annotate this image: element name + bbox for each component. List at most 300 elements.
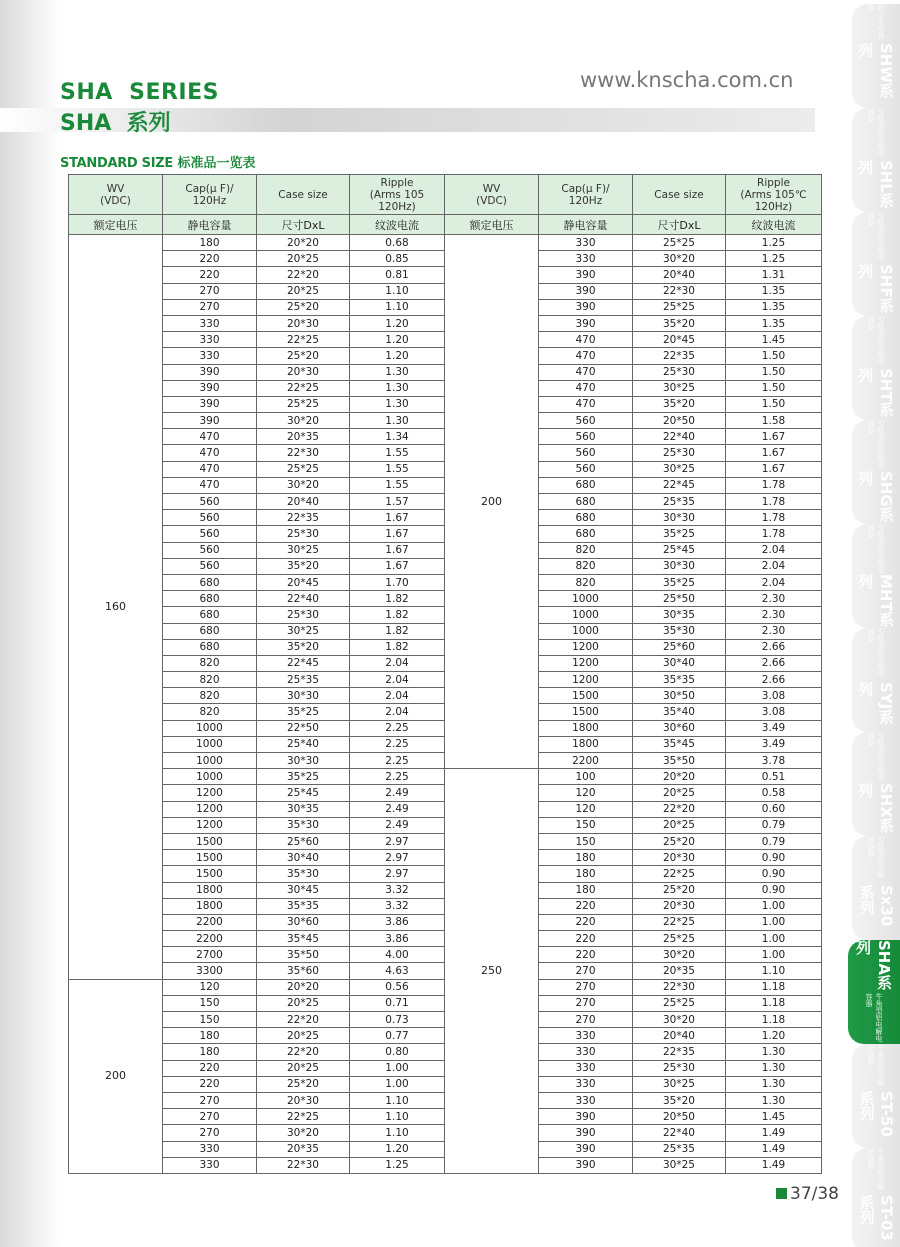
case-size-cell: 22*25: [257, 1109, 350, 1125]
capacitance-cell: 390: [539, 1109, 633, 1125]
case-size-cell: 25*40: [257, 736, 350, 752]
ripple-cell: 3.32: [350, 882, 445, 898]
ripple-cell: 1.00: [350, 1060, 445, 1076]
header-cell: Ripple (Arms 105 120Hz): [350, 175, 445, 215]
capacitance-cell: 560: [163, 542, 257, 558]
ripple-cell: 3.86: [350, 914, 445, 930]
capacitance-cell: 1500: [539, 704, 633, 720]
case-size-cell: 20*25: [257, 283, 350, 299]
ripple-cell: 1.49: [726, 1141, 822, 1157]
case-size-cell: 30*40: [633, 655, 726, 671]
ripple-cell: 1.50: [726, 396, 822, 412]
table-row: [69, 769, 822, 785]
side-tab-sub: 引线型铝电解电容器: [867, 212, 885, 261]
ripple-cell: 0.77: [350, 1028, 445, 1044]
capacitance-cell: 470: [163, 477, 257, 493]
case-size-cell: 20*20: [257, 979, 350, 995]
case-size-cell: 35*25: [257, 769, 350, 785]
capacitance-cell: 390: [539, 1141, 633, 1157]
case-size-cell: 20*30: [257, 364, 350, 380]
capacitance-cell: 3300: [163, 963, 257, 979]
header-cell-cn: 静电容量: [539, 215, 633, 235]
side-tab[interactable]: [852, 420, 900, 524]
capacitance-cell: 560: [539, 413, 633, 429]
case-size-cell: 20*25: [257, 995, 350, 1011]
capacitance-cell: 330: [163, 1141, 257, 1157]
capacitance-cell: 470: [539, 396, 633, 412]
capacitance-cell: 820: [539, 542, 633, 558]
case-size-cell: 25*25: [633, 299, 726, 315]
case-size-cell: 30*25: [633, 1076, 726, 1092]
case-size-cell: 22*35: [257, 510, 350, 526]
side-tab[interactable]: [852, 1044, 900, 1148]
capacitance-cell: 680: [163, 639, 257, 655]
header-cell: Cap(μ F)/ 120Hz: [163, 175, 257, 215]
ripple-cell: 2.49: [350, 817, 445, 833]
case-size-cell: 25*30: [257, 607, 350, 623]
ripple-cell: 1.18: [726, 995, 822, 1011]
ripple-cell: 1.18: [726, 1012, 822, 1028]
capacitance-cell: 680: [163, 574, 257, 590]
case-size-cell: 25*25: [633, 931, 726, 947]
case-size-cell: 25*20: [633, 833, 726, 849]
case-size-cell: 30*25: [633, 380, 726, 396]
ripple-cell: 1.20: [350, 348, 445, 364]
capacitance-cell: 150: [163, 995, 257, 1011]
ripple-cell: 1.25: [726, 251, 822, 267]
capacitance-cell: 270: [163, 1109, 257, 1125]
voltage-cell: 200: [445, 235, 539, 769]
case-size-cell: 20*30: [633, 898, 726, 914]
capacitance-cell: 1000: [163, 753, 257, 769]
ripple-cell: 1.30: [726, 1092, 822, 1108]
capacitance-cell: 470: [539, 332, 633, 348]
side-tab-sub: 引线型铝电解电容器: [867, 316, 885, 365]
case-size-cell: 25*30: [633, 364, 726, 380]
ripple-cell: 1.25: [726, 235, 822, 251]
ripple-cell: 1.20: [350, 332, 445, 348]
capacitance-cell: 1200: [163, 817, 257, 833]
case-size-cell: 30*20: [633, 251, 726, 267]
side-tab-sub: 引线型铝电解电容器: [867, 836, 885, 878]
case-size-cell: 30*20: [257, 413, 350, 429]
capacitance-cell: 120: [539, 801, 633, 817]
ripple-cell: 1.50: [726, 348, 822, 364]
capacitance-cell: 680: [539, 494, 633, 510]
ripple-cell: 1.67: [726, 461, 822, 477]
ripple-cell: 0.80: [350, 1044, 445, 1060]
capacitance-cell: 330: [163, 315, 257, 331]
capacitance-cell: 1500: [163, 833, 257, 849]
capacitance-cell: 330: [163, 332, 257, 348]
header-cell-cn: 纹波电流: [726, 215, 822, 235]
capacitance-cell: 680: [539, 510, 633, 526]
side-tab[interactable]: [852, 1148, 900, 1247]
case-size-cell: 35*35: [633, 672, 726, 688]
capacitance-cell: 560: [539, 445, 633, 461]
capacitance-cell: 470: [539, 348, 633, 364]
series-side-tabs: [852, 0, 900, 1247]
ripple-cell: 0.90: [726, 850, 822, 866]
case-size-cell: 30*25: [633, 461, 726, 477]
ripple-cell: 2.04: [350, 704, 445, 720]
case-size-cell: 25*30: [257, 526, 350, 542]
ripple-cell: 2.30: [726, 607, 822, 623]
capacitance-cell: 470: [539, 364, 633, 380]
ripple-cell: 0.81: [350, 267, 445, 283]
voltage-cell: 250: [445, 769, 539, 1174]
side-tab-sub: 引线型铝电解电容器: [867, 108, 885, 157]
case-size-cell: 20*20: [257, 235, 350, 251]
case-size-cell: 22*20: [257, 1044, 350, 1060]
side-tab-sub: 牛角型铝电解电容器: [867, 1148, 885, 1190]
case-size-cell: 30*50: [633, 688, 726, 704]
case-size-cell: 20*40: [257, 494, 350, 510]
ripple-cell: 3.49: [726, 736, 822, 752]
case-size-cell: 35*50: [257, 947, 350, 963]
side-tab[interactable]: [852, 628, 900, 732]
ripple-cell: 1.10: [350, 1125, 445, 1141]
case-size-cell: 22*40: [633, 1125, 726, 1141]
page-square-icon: [776, 1188, 787, 1199]
ripple-cell: 2.04: [350, 688, 445, 704]
capacitance-cell: 1000: [163, 736, 257, 752]
header-cell: Case size: [633, 175, 726, 215]
ripple-cell: 1.20: [350, 1141, 445, 1157]
ripple-cell: 0.68: [350, 235, 445, 251]
ripple-cell: 2.25: [350, 753, 445, 769]
ripple-cell: 1.18: [726, 979, 822, 995]
case-size-cell: 30*25: [633, 1157, 726, 1173]
capacitance-cell: 1200: [163, 785, 257, 801]
header-cell-cn: 纹波电流: [350, 215, 445, 235]
side-tab[interactable]: [852, 836, 900, 940]
side-tab-label: MHT系列: [856, 574, 895, 627]
case-size-cell: 20*25: [633, 785, 726, 801]
capacitance-cell: 330: [539, 1028, 633, 1044]
side-tab[interactable]: [852, 524, 900, 628]
case-size-cell: 30*35: [257, 801, 350, 817]
case-size-cell: 30*30: [633, 558, 726, 574]
case-size-cell: 25*25: [633, 235, 726, 251]
ripple-cell: 3.78: [726, 753, 822, 769]
case-size-cell: 30*20: [633, 947, 726, 963]
case-size-cell: 20*25: [257, 1060, 350, 1076]
case-size-cell: 30*25: [257, 542, 350, 558]
ripple-cell: 1.10: [350, 299, 445, 315]
side-tab-sub: 引线型铝电解电容器: [867, 732, 885, 781]
case-size-cell: 35*20: [633, 1092, 726, 1108]
ripple-cell: 1.31: [726, 267, 822, 283]
ripple-cell: 1.25: [350, 1157, 445, 1173]
ripple-cell: 1.78: [726, 477, 822, 493]
case-size-cell: 20*40: [633, 267, 726, 283]
case-size-cell: 20*30: [633, 850, 726, 866]
side-tab-label: SHT系列: [856, 367, 895, 417]
header-cell: WV (VDC): [445, 175, 539, 215]
case-size-cell: 30*60: [257, 914, 350, 930]
capacitance-cell: 1000: [163, 769, 257, 785]
capacitance-cell: 560: [163, 510, 257, 526]
ripple-cell: 1.82: [350, 591, 445, 607]
ripple-cell: 1.30: [350, 396, 445, 412]
side-tab-label: SHX系列: [856, 783, 895, 834]
ripple-cell: 1.30: [350, 413, 445, 429]
capacitance-cell: 330: [539, 235, 633, 251]
capacitance-cell: 270: [539, 1012, 633, 1028]
section-heading-en: STANDARD SIZE: [60, 156, 173, 171]
ripple-cell: 0.56: [350, 979, 445, 995]
ripple-cell: 0.79: [726, 833, 822, 849]
capacitance-cell: 1800: [539, 736, 633, 752]
ripple-cell: 2.04: [726, 558, 822, 574]
capacitance-cell: 2200: [163, 914, 257, 930]
section-heading-cn: 标准品一览表: [177, 156, 256, 171]
case-size-cell: 30*45: [257, 882, 350, 898]
capacitance-cell: 680: [163, 591, 257, 607]
ripple-cell: 2.66: [726, 672, 822, 688]
ripple-cell: 1.30: [726, 1060, 822, 1076]
case-size-cell: 30*20: [257, 477, 350, 493]
table-row: [69, 235, 822, 251]
website-url[interactable]: www.knscha.com.cn: [580, 68, 794, 92]
capacitance-cell: 330: [539, 1060, 633, 1076]
ripple-cell: 1.35: [726, 283, 822, 299]
case-size-cell: 35*50: [633, 753, 726, 769]
capacitance-cell: 1200: [163, 801, 257, 817]
case-size-cell: 22*35: [633, 1044, 726, 1060]
capacitance-cell: 330: [539, 251, 633, 267]
ripple-cell: 1.20: [726, 1028, 822, 1044]
ripple-cell: 3.08: [726, 688, 822, 704]
ripple-cell: 1.49: [726, 1157, 822, 1173]
capacitance-cell: 1200: [539, 655, 633, 671]
ripple-cell: 1.50: [726, 380, 822, 396]
ripple-cell: 1.35: [726, 299, 822, 315]
ripple-cell: 2.66: [726, 655, 822, 671]
side-tab[interactable]: [852, 316, 900, 420]
case-size-cell: 22*45: [633, 477, 726, 493]
ripple-cell: 1.10: [350, 283, 445, 299]
ripple-cell: 0.79: [726, 817, 822, 833]
ripple-cell: 1.00: [350, 1076, 445, 1092]
case-size-cell: 25*20: [257, 348, 350, 364]
ripple-cell: 1.82: [350, 623, 445, 639]
capacitance-cell: 2200: [539, 753, 633, 769]
case-size-cell: 25*20: [257, 299, 350, 315]
ripple-cell: 3.08: [726, 704, 822, 720]
capacitance-cell: 270: [163, 283, 257, 299]
ripple-cell: 2.04: [350, 655, 445, 671]
side-tab[interactable]: [852, 732, 900, 836]
ripple-cell: 2.04: [726, 542, 822, 558]
case-size-cell: 22*20: [633, 801, 726, 817]
ripple-cell: 1.30: [726, 1076, 822, 1092]
case-size-cell: 25*25: [633, 995, 726, 1011]
ripple-cell: 1.57: [350, 494, 445, 510]
capacitance-cell: 1000: [539, 623, 633, 639]
ripple-cell: 2.49: [350, 785, 445, 801]
capacitance-cell: 390: [163, 380, 257, 396]
side-tab-label: SYJ系列: [856, 682, 895, 725]
capacitance-cell: 820: [163, 672, 257, 688]
ripple-cell: 1.55: [350, 461, 445, 477]
capacitance-cell: 680: [163, 623, 257, 639]
capacitance-cell: 1800: [539, 720, 633, 736]
ripple-cell: 1.78: [726, 526, 822, 542]
ripple-cell: 1.67: [350, 526, 445, 542]
case-size-cell: 20*25: [257, 251, 350, 267]
ripple-cell: 1.20: [350, 315, 445, 331]
capacitance-cell: 150: [539, 817, 633, 833]
case-size-cell: 22*30: [633, 979, 726, 995]
capacitance-cell: 270: [539, 995, 633, 1011]
ripple-cell: 1.70: [350, 574, 445, 590]
case-size-cell: 25*60: [257, 833, 350, 849]
capacitance-cell: 390: [539, 283, 633, 299]
capacitance-cell: 220: [163, 251, 257, 267]
case-size-cell: 35*35: [257, 898, 350, 914]
case-size-cell: 20*50: [633, 413, 726, 429]
voltage-cell: 200: [69, 979, 163, 1173]
case-size-cell: 35*25: [633, 526, 726, 542]
header-cell-cn: 尺寸DxL: [257, 215, 350, 235]
header-cell-cn: 静电容量: [163, 215, 257, 235]
capacitance-cell: 220: [539, 914, 633, 930]
ripple-cell: 1.30: [350, 364, 445, 380]
case-size-cell: 35*20: [257, 639, 350, 655]
capacitance-cell: 390: [163, 413, 257, 429]
case-size-cell: 22*40: [257, 591, 350, 607]
capacitance-cell: 220: [163, 267, 257, 283]
ripple-cell: 2.66: [726, 639, 822, 655]
series-title-cn: SHA 系列: [60, 111, 171, 136]
capacitance-cell: 560: [163, 526, 257, 542]
case-size-cell: 35*20: [633, 315, 726, 331]
case-size-cell: 25*35: [633, 1141, 726, 1157]
capacitance-cell: 220: [539, 898, 633, 914]
ripple-cell: 2.49: [350, 801, 445, 817]
case-size-cell: 22*30: [257, 1157, 350, 1173]
case-size-cell: 25*50: [633, 591, 726, 607]
ripple-cell: 2.04: [726, 574, 822, 590]
ripple-cell: 2.30: [726, 591, 822, 607]
case-size-cell: 30*20: [257, 1125, 350, 1141]
capacitance-cell: 220: [163, 1076, 257, 1092]
side-tab-sub: 牛角型铝电解电容器: [867, 1044, 885, 1086]
case-size-cell: 30*30: [257, 753, 350, 769]
case-size-cell: 20*50: [633, 1109, 726, 1125]
capacitance-cell: 330: [539, 1076, 633, 1092]
capacitance-cell: 680: [539, 477, 633, 493]
capacitance-cell: 390: [539, 1125, 633, 1141]
case-size-cell: 22*20: [257, 267, 350, 283]
header-cell: Case size: [257, 175, 350, 215]
side-tab-sub: 超小型电容器: [867, 4, 885, 39]
capacitance-cell: 820: [163, 704, 257, 720]
ripple-cell: 4.00: [350, 947, 445, 963]
ripple-cell: 0.71: [350, 995, 445, 1011]
case-size-cell: 35*40: [633, 704, 726, 720]
capacitance-cell: 470: [539, 380, 633, 396]
section-heading: [60, 152, 256, 171]
standard-size-table: [68, 174, 822, 1174]
side-tab[interactable]: [848, 940, 900, 1044]
side-tab-label: SHG系列: [856, 470, 895, 522]
ripple-cell: 2.97: [350, 866, 445, 882]
case-size-cell: 25*35: [633, 494, 726, 510]
capacitance-cell: 270: [163, 1092, 257, 1108]
ripple-cell: 2.25: [350, 720, 445, 736]
case-size-cell: 20*20: [633, 769, 726, 785]
case-size-cell: 20*45: [633, 332, 726, 348]
ripple-cell: 3.32: [350, 898, 445, 914]
side-tab[interactable]: [852, 212, 900, 316]
capacitance-cell: 180: [539, 850, 633, 866]
ripple-cell: 3.86: [350, 931, 445, 947]
case-size-cell: 30*25: [257, 623, 350, 639]
capacitance-cell: 390: [539, 299, 633, 315]
case-size-cell: 22*40: [633, 429, 726, 445]
side-tab[interactable]: [852, 108, 900, 212]
ripple-cell: 1.00: [726, 931, 822, 947]
capacitance-cell: 120: [539, 785, 633, 801]
case-size-cell: 20*40: [633, 1028, 726, 1044]
capacitance-cell: 330: [539, 1092, 633, 1108]
capacitance-cell: 680: [163, 607, 257, 623]
capacitance-cell: 270: [163, 1125, 257, 1141]
header-cell-cn: 额定电压: [445, 215, 539, 235]
side-tab[interactable]: [852, 4, 900, 108]
ripple-cell: 1.10: [350, 1109, 445, 1125]
case-size-cell: 35*20: [633, 396, 726, 412]
capacitance-cell: 220: [539, 931, 633, 947]
ripple-cell: 1.00: [726, 947, 822, 963]
case-size-cell: 22*45: [257, 655, 350, 671]
case-size-cell: 22*50: [257, 720, 350, 736]
case-size-cell: 30*20: [633, 1012, 726, 1028]
case-size-cell: 20*45: [257, 574, 350, 590]
capacitance-cell: 1200: [539, 639, 633, 655]
capacitance-cell: 820: [163, 655, 257, 671]
ripple-cell: 1.49: [726, 1125, 822, 1141]
ripple-cell: 1.67: [350, 542, 445, 558]
capacitance-cell: 150: [163, 1012, 257, 1028]
capacitance-cell: 180: [539, 866, 633, 882]
case-size-cell: 25*25: [257, 461, 350, 477]
capacitance-cell: 470: [163, 429, 257, 445]
ripple-cell: 1.67: [726, 445, 822, 461]
side-tab-sub: 引线型铝电解电容器: [867, 628, 885, 677]
series-title-en: SHA SERIES: [60, 80, 219, 105]
capacitance-cell: 2700: [163, 947, 257, 963]
header-row-en: [69, 175, 822, 215]
ripple-cell: 1.55: [350, 445, 445, 461]
page-number: [776, 1184, 839, 1204]
ripple-cell: 0.73: [350, 1012, 445, 1028]
header-row-cn: [69, 215, 822, 235]
capacitance-cell: 820: [539, 574, 633, 590]
ripple-cell: 1.67: [726, 429, 822, 445]
ripple-cell: 0.51: [726, 769, 822, 785]
left-shade: [0, 0, 60, 1247]
case-size-cell: 20*30: [257, 1092, 350, 1108]
capacitance-cell: 1500: [163, 850, 257, 866]
capacitance-cell: 270: [539, 979, 633, 995]
ripple-cell: 1.10: [350, 1092, 445, 1108]
case-size-cell: 35*45: [633, 736, 726, 752]
capacitance-cell: 100: [539, 769, 633, 785]
